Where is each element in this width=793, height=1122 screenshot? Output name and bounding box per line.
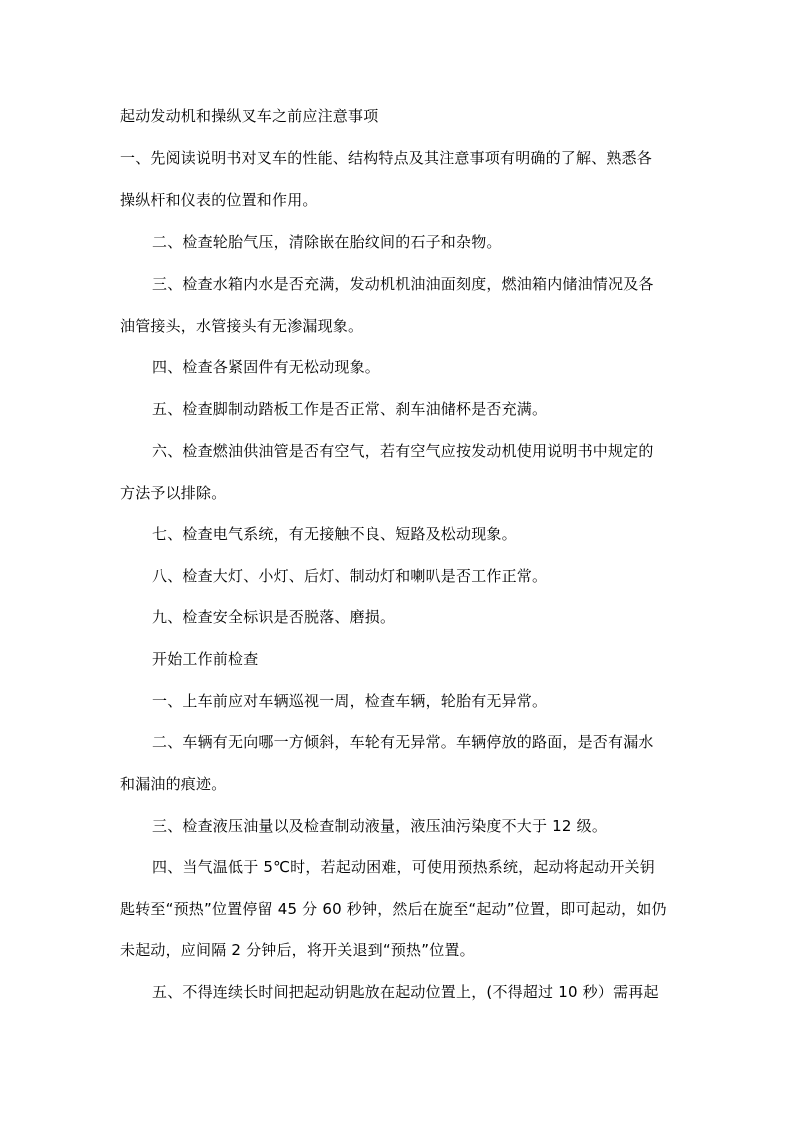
paragraph-line: 五、检查脚制动踏板工作是否正常、刹车油储杯是否充满。 [152,400,548,418]
paragraph-line: 四、检查各紧固件有无松动现象。 [152,358,381,376]
paragraph-line: 三、检查水箱内水是否充满，发动机机油油面刻度，燃油箱内储油情况及各 [152,275,654,293]
document-title: 起动发动机和操纵叉车之前应注意事项 [120,107,379,125]
paragraph-line: 方法予以排除。 [120,484,227,502]
paragraph-line: 油管接头，水管接头有无渗漏现象。 [120,317,364,335]
paragraph-line: 三、检查液压油量以及检查制动液量，液压油污染度不大于 12 级。 [152,817,608,835]
paragraph-line: 操纵杆和仪表的位置和作用。 [120,191,318,209]
paragraph-line: 八、检查大灯、小灯、后灯、制动灯和喇叭是否工作正常。 [152,567,548,585]
paragraph-line: 和漏油的痕迹。 [120,775,227,793]
paragraph-line: 二、检查轮胎气压，清除嵌在胎纹间的石子和杂物。 [152,233,502,251]
paragraph-line: 六、检查燃油供油管是否有空气，若有空气应按发动机使用说明书中规定的 [152,442,654,460]
paragraph-line: 七、检查电气系统，有无接触不良、短路及松动现象。 [152,525,517,543]
paragraph-line: 二、车辆有无向哪一方倾斜，车轮有无异常。车辆停放的路面，是否有漏水 [152,733,654,751]
paragraph-line: 五、不得连续长时间把起动钥匙放在起动位置上，(不得超过 10 秒）需再起 [152,983,659,1001]
paragraph-line: 匙转至“预热”位置停留 45 分 60 秒钟，然后在旋至“起动”位置，即可起动，如仍 [120,900,667,918]
section-heading: 开始工作前检查 [152,650,259,668]
paragraph-line: 一、上车前应对车辆巡视一周，检查车辆，轮胎有无异常。 [152,692,548,710]
paragraph-line: 一、先阅读说明书对叉车的性能、结构特点及其注意事项有明确的了解、熟悉各 [120,149,653,167]
paragraph-line: 四、当气温低于 5℃时，若起动困难，可使用预热系统，起动将起动开关钥 [152,858,655,876]
paragraph-line: 未起动，应间隔 2 分钟后，将开关退到“预热”位置。 [120,941,475,959]
paragraph-line: 九、检查安全标识是否脱落、磨损。 [152,608,396,626]
